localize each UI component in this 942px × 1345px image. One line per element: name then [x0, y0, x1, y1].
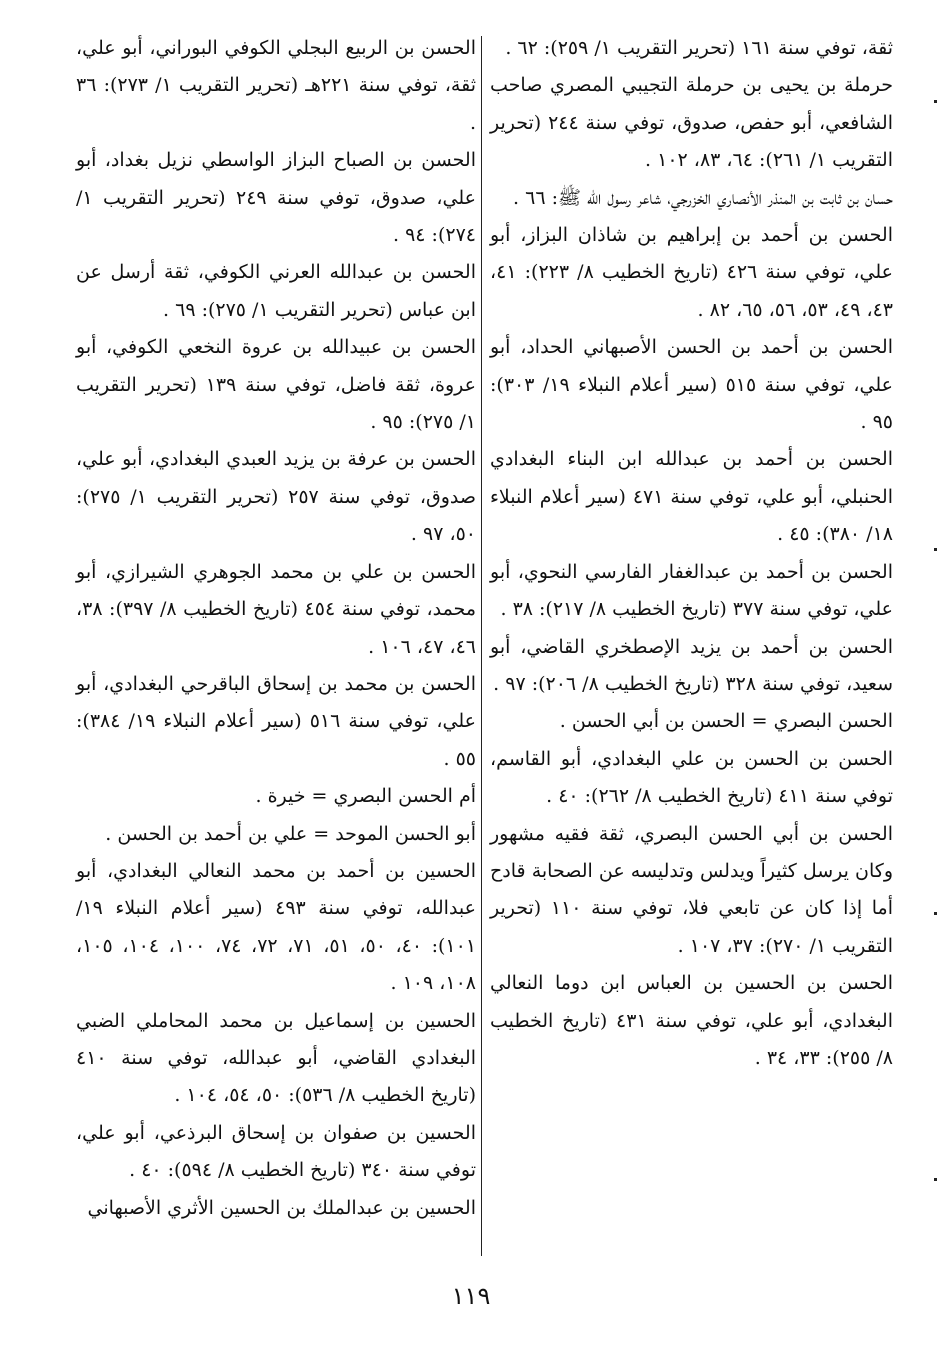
index-entry — [76, 441, 476, 553]
entry-text: أبو الحسن الموحد = علي بن أحمد بن الحسن . — [105, 822, 476, 845]
left-column — [76, 30, 476, 1227]
index-entry — [490, 180, 893, 217]
page-number: ١١٩ — [451, 1282, 491, 1310]
entry-text: الحسين بن إسماعيل بن محمد المحاملي الضبي البغدادي القاضي، أبو عبدالله، توفي سنة ٤١٠ (تاريخ الخطيب ٨/ ٥٣٦): ٥٠، ٥٤، ١٠٤ . — [76, 1009, 476, 1107]
index-entry — [490, 703, 893, 740]
entry-text: الحسن بن عبيدالله بن عروة النخعي الكوفي، أبو عروة، ثقة فاضل، توفي سنة ١٣٩ (تحرير التقريب ١/ ٢٧٥): ٩٥ . — [76, 336, 476, 434]
index-entry — [76, 142, 476, 254]
index-entry — [490, 554, 893, 629]
entry-text: الحسن بن الصباح البزاز الواسطي نزيل بغداد، أبو علي، صدوق، توفي سنة ٢٤٩ (تحرير التقريب ١/ ٢٧٤): ٩٤ . — [76, 149, 476, 247]
entry-text: الحسن البصري = الحسن بن أبي الحسن . — [559, 710, 893, 733]
entry-text: الحسن بن علي بن محمد الجوهري الشيرازي، أبو محمد، توفي سنة ٤٥٤ (تاريخ الخطيب ٨/ ٣٩٧): ٣٨، ٤٦، ٤٧، ١٠٦ . — [76, 560, 476, 658]
entry-text: الحسين بن عبدالملك بن الحسين الأثري الأصبهاني — [87, 1196, 476, 1219]
index-entry — [490, 67, 893, 179]
entry-text: الحسن بن أحمد بن إبراهيم بن شاذان البزاز، أبو علي، توفي سنة ٤٢٦ (تاريخ الخطيب ٨/ ٢٢٣): ٤١، ٤٣، ٤٩، ٥٣، ٥٦، ٦٥، ٨٢ . — [490, 224, 893, 321]
index-entry — [76, 1190, 476, 1227]
index-entry — [490, 441, 893, 553]
index-entry — [76, 666, 476, 778]
entry-text: أم الحسن البصري = خيرة . — [255, 785, 476, 808]
entry-text: الحسن بن محمد بن إسحاق الباقرحي البغدادي، أبو علي، توفي سنة ٥١٦ (سير أعلام النبلاء ١٩/ ٣٨٤): ٥٥ . — [76, 672, 477, 770]
margin-mark — [934, 1178, 937, 1181]
index-entry — [490, 741, 893, 816]
index-entry — [490, 329, 893, 441]
index-entry — [490, 30, 893, 67]
right-column — [490, 30, 893, 1077]
index-entry — [76, 554, 476, 666]
entry-text: حسان بن ثابت بن المنذر الأنصاري الخزرجي، شاعر رسول الله ﷺ: ٦٦ . — [513, 186, 893, 209]
entry-text: الحسن بن أحمد بن عبدالغفار الفارسي النحوي، أبو علي، توفي سنة ٣٧٧ (تاريخ الخطيب ٨/ ٢١٧): ٣٨ . — [490, 560, 893, 621]
entry-text: الحسن بن الحسين بن العباس ابن دوما النعالي البغدادي، أبو علي، توفي سنة ٤٣١ (تاريخ الخطيب ٨/ ٢٥٥): ٣٣، ٣٤ . — [490, 972, 893, 1069]
entry-text: الحسن بن الربيع البجلي الكوفي البوراني، أبو علي، ثقة، توفي سنة ٢٢١هـ (تحرير التقريب ١/ ٢٧٣): ٣٦ . — [76, 37, 476, 134]
index-entry — [490, 965, 893, 1077]
index-entry — [490, 217, 893, 329]
index-entry — [490, 816, 893, 966]
entry-text: الحسن بن الحسن بن علي البغدادي، أبو القاسم، توفي سنة ٤١١ (تاريخ الخطيب ٨/ ٢٦٢): ٤٠ . — [490, 747, 893, 808]
entry-text: الحسين بن صفوان بن إسحاق البرذعي، أبو علي، توفي سنة ٣٤٠ (تاريخ الخطيب ٨/ ٥٩٤): ٤٠ . — [76, 1121, 476, 1182]
entry-text: حرملة بن يحيى بن حرملة التجيبي المصري صاحب الشافعي، أبو حفص، صدوق، توفي سنة ٢٤٤ (تحرير التقريب ١/ ٢٦١): ٦٤، ٨٣، ١٠٢ . — [490, 74, 893, 172]
index-entry — [76, 329, 476, 441]
entry-text: الحسين بن أحمد بن محمد النعالي البغدادي، أبو عبدالله، توفي سنة ٤٩٣ (سير أعلام النبلاء ١٩/ ١٠١): ٤٠، ٥٠، ٥١، ٧١، ٧٢، ٧٤، ١٠٠، ١٠٤، ١٠٥، ١٠٨، ١٠٩ . — [76, 859, 477, 995]
entry-text: الحسن بن أبي الحسن البصري، ثقة فقيه مشهور وكان يرسل كثيراً ويدلس وتدليسه عن الصحابة قادح أما إذا كان عن تابعي فلا، توفي سنة ١١٠ (تحرير التقريب ١/ ٢٧٠): ٣٧، ١٠٧ . — [490, 822, 894, 957]
entry-text: الحسن بن عرفة بن يزيد العبدي البغدادي، أبو علي، صدوق، توفي سنة ٢٥٧ (تحرير التقريب ١/ ٢٧٥): ٥٠، ٩٧ . — [76, 448, 476, 546]
index-entry — [76, 1115, 476, 1190]
index-entry — [76, 778, 476, 815]
margin-mark — [934, 100, 937, 103]
index-entry — [76, 816, 476, 853]
index-entry — [76, 30, 476, 142]
margin-mark — [934, 912, 937, 915]
index-entry — [490, 629, 893, 704]
column-divider — [481, 36, 482, 1256]
index-entry — [76, 1003, 476, 1115]
index-entry — [76, 853, 476, 1003]
entry-text: ثقة، توفي سنة ١٦١ (تحرير التقريب ١/ ٢٥٩): ٦٢ . — [505, 37, 893, 59]
index-entry — [76, 254, 476, 329]
margin-mark — [934, 548, 937, 551]
entry-text: الحسن بن أحمد بن الحسن الأصبهاني الحداد، أبو علي، توفي سنة ٥١٥ (سير أعلام النبلاء ١٩/ ٣٠٣): ٩٥ . — [490, 336, 894, 434]
entry-text: الحسن بن أحمد بن يزيد الإصطخري القاضي، أبو سعيد، توفي سنة ٣٢٨ (تاريخ الخطيب ٨/ ٢٠٦): ٩٧ . — [490, 635, 893, 695]
entry-text: الحسن بن أحمد بن عبدالله ابن البناء البغدادي الحنبلي، أبو علي، توفي سنة ٤٧١ (سير أعلام النبلاء ١٨/ ٣٨٠): ٤٥ . — [490, 448, 893, 546]
entry-text: الحسن بن عبدالله العرني الكوفي، ثقة أرسل عن ابن عباس (تحرير التقريب ١/ ٢٧٥): ٦٩ . — [76, 261, 476, 321]
